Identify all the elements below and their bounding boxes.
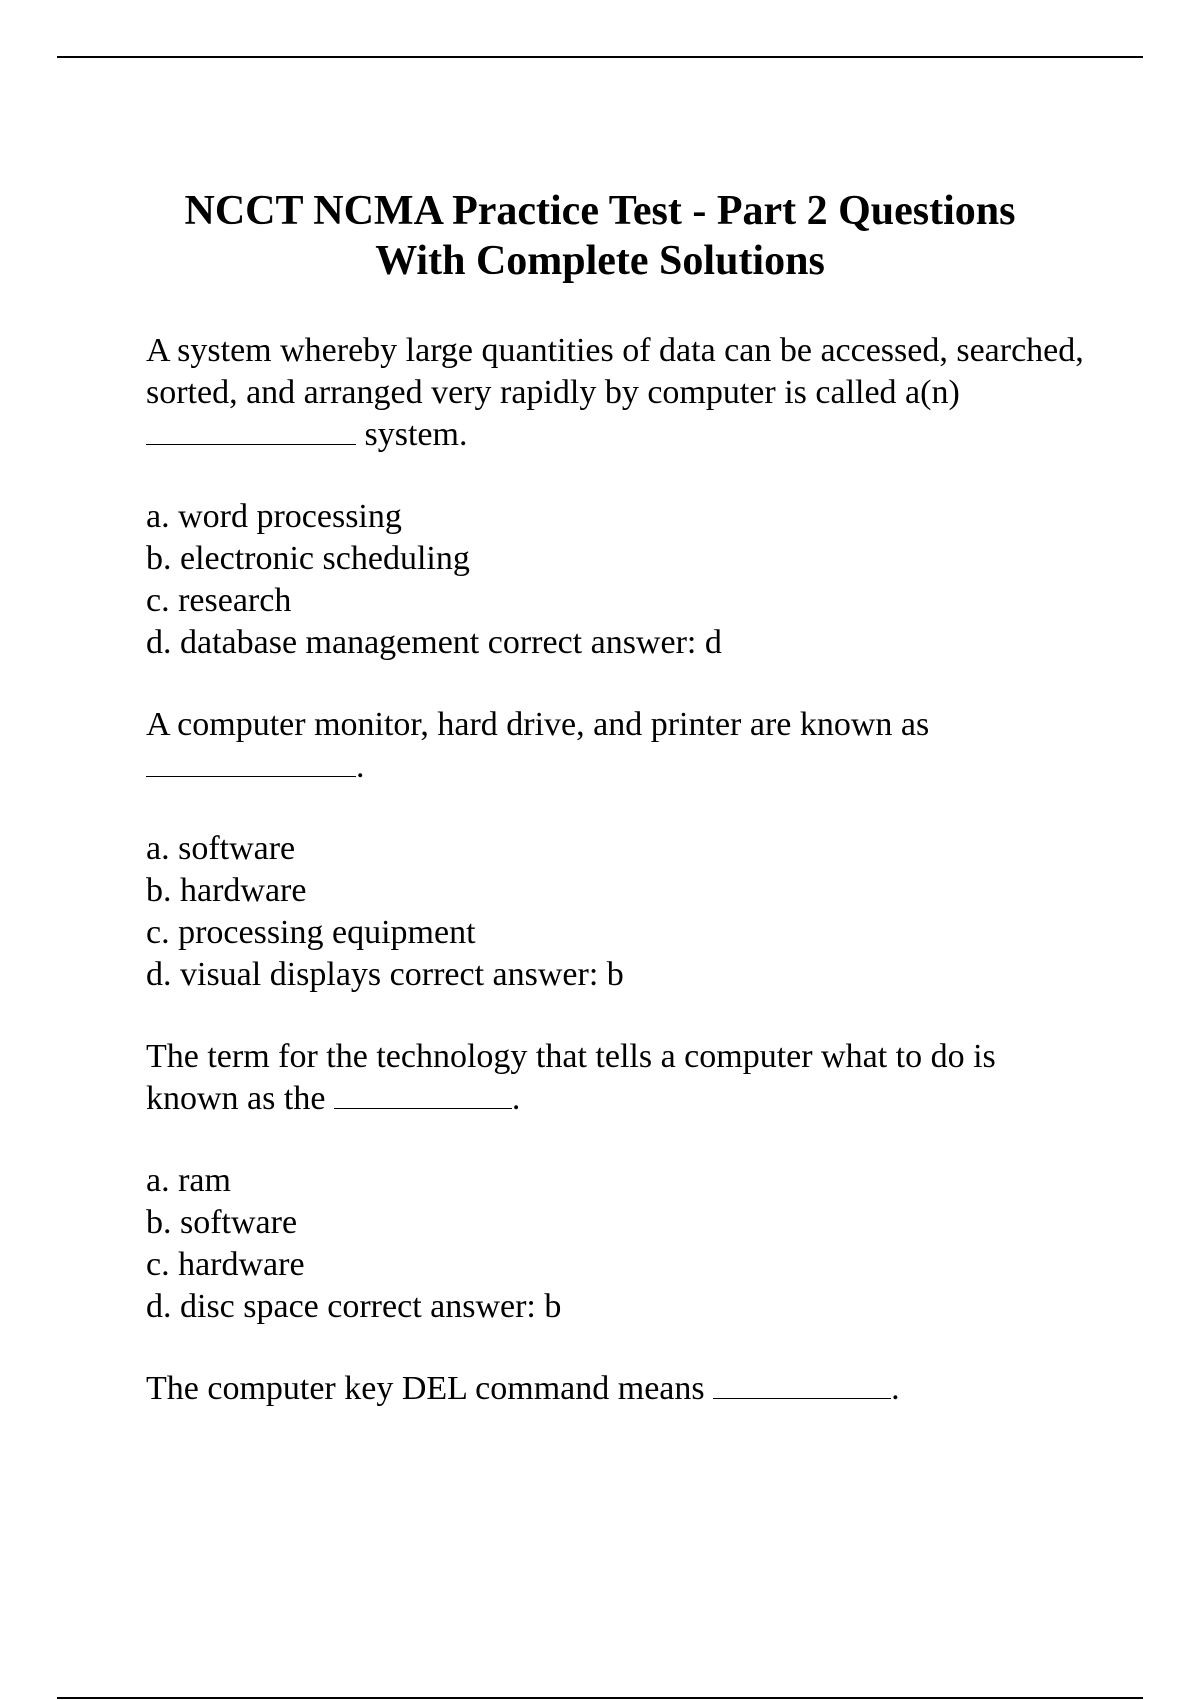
question-item bbox=[146, 704, 1086, 996]
option-b: b. electronic scheduling bbox=[146, 540, 470, 577]
option-c: c. research bbox=[146, 582, 292, 619]
question-stem: The term for the technology that tells a computer what to do is known as the . bbox=[146, 1038, 996, 1117]
option-list bbox=[146, 828, 1086, 996]
title-line-2: With Complete Solutions bbox=[375, 238, 825, 284]
answer-blank bbox=[146, 414, 356, 445]
option-b: b. hardware bbox=[146, 872, 307, 909]
question-item bbox=[146, 330, 1086, 664]
title-line-1: NCCT NCMA Practice Test - Part 2 Questions bbox=[184, 188, 1016, 234]
option-a: a. software bbox=[146, 830, 296, 867]
document-title bbox=[100, 186, 1100, 286]
option-a: a. word processing bbox=[146, 498, 402, 535]
bottom-rule bbox=[57, 1697, 1143, 1699]
answer-blank bbox=[146, 746, 356, 777]
option-d-with-answer: d. disc space correct answer: b bbox=[146, 1288, 562, 1325]
option-d-with-answer: d. database management correct answer: d bbox=[146, 624, 722, 661]
answer-blank bbox=[334, 1078, 512, 1109]
top-rule bbox=[57, 56, 1143, 58]
question-item bbox=[146, 1036, 1086, 1328]
question-list bbox=[146, 330, 1086, 1450]
option-list bbox=[146, 496, 1086, 664]
option-c: c. processing equipment bbox=[146, 914, 476, 951]
question-stem: A computer monitor, hard drive, and printer are known as . bbox=[146, 706, 930, 785]
option-a: a. ram bbox=[146, 1162, 231, 1199]
option-b: b. software bbox=[146, 1204, 298, 1241]
option-list bbox=[146, 1160, 1086, 1328]
answer-blank bbox=[713, 1368, 891, 1399]
question-item bbox=[146, 1368, 1086, 1410]
question-stem: A system whereby large quantities of data can be accessed, searched, sorted, and arranged very rapidly by computer is called a(n) system. bbox=[146, 332, 1084, 453]
option-d-with-answer: d. visual displays correct answer: b bbox=[146, 956, 624, 993]
option-c: c. hardware bbox=[146, 1246, 305, 1283]
question-stem: The computer key DEL command means . bbox=[146, 1370, 900, 1407]
